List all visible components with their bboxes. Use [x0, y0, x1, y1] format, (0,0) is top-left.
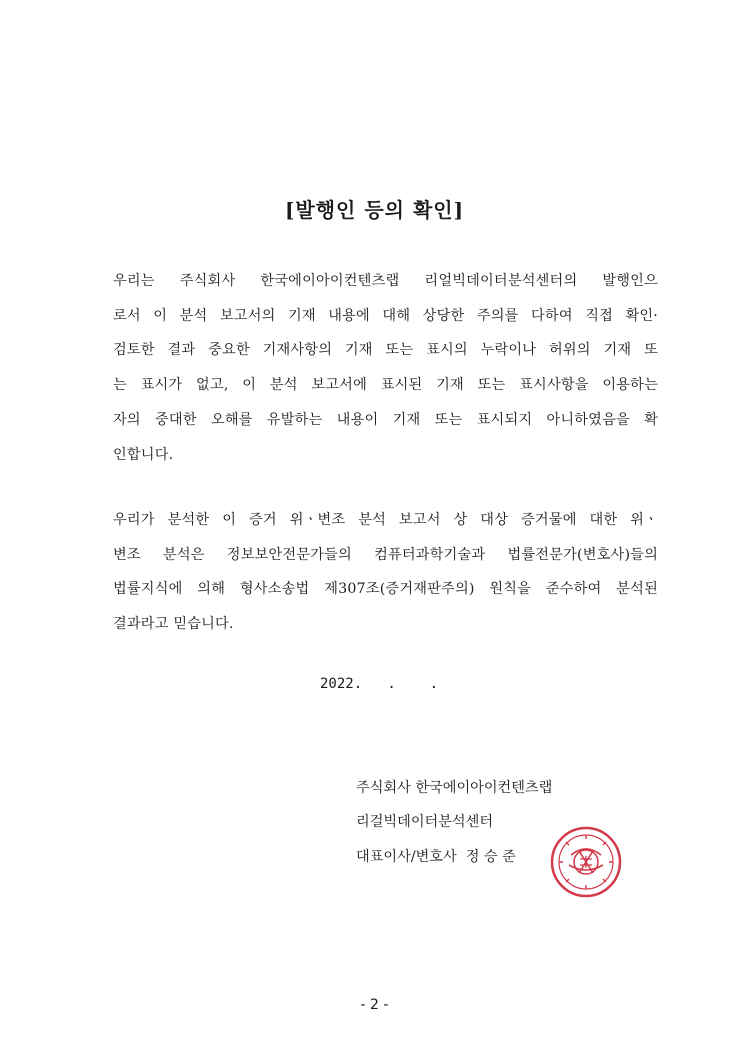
- issue-date: 2022. . .: [320, 676, 439, 692]
- red-official-seal-icon: [549, 825, 623, 899]
- page-number: - 2 -: [360, 997, 389, 1013]
- confirmation-paragraph: [113, 264, 658, 472]
- paragraph-line: 로서 이 분석 보고서의 기재 내용에 대해 상당한 주의를 다하여 직접 확인·: [113, 307, 658, 324]
- paragraph-line: 결과라고 믿습니다.: [113, 616, 234, 633]
- paragraph-line: 자의 중대한 오해를 유발하는 내용이 기재 또는 표시되지 아니하였음을 확: [113, 411, 658, 428]
- paragraph-line: 는 표시가 없고, 이 분석 보고서에 표시된 기재 또는 표시사항을 이용하는: [113, 377, 658, 394]
- paragraph-line: 법률지식에 의해 형사소송법 제307조(증거재판주의) 원칙을 준수하여 분석된: [113, 581, 658, 598]
- paragraph-line: 인합니다.: [113, 446, 174, 463]
- signer-center: 리걸빅데이터분석센터: [356, 814, 494, 830]
- paragraph-line: 변조 분석은 정보보안전문가들의 컴퓨터과학기술과 법률전문가(변호사)들의: [113, 546, 658, 563]
- page-title: [발행인 등의 확인]: [284, 198, 465, 222]
- paragraph-line: 우리가 분석한 이 증거 위ㆍ변조 분석 보고서 상 대상 증거물에 대한 위ㆍ: [113, 512, 658, 528]
- analysis-paragraph: [113, 503, 658, 642]
- paragraph-line: 검토한 결과 중요한 기재사항의 기재 또는 표시의 누락이나 허위의 기재 또: [113, 342, 658, 359]
- signer-company: 주식회사 한국에이아이컨텐츠랩: [356, 780, 553, 796]
- paragraph-line: 우리는 주식회사 한국에이아이컨텐츠랩 리얼빅데이터분석센터의 발행인으: [113, 273, 658, 289]
- signer-representative: 대표이사/변호사 정 승 준: [356, 849, 516, 865]
